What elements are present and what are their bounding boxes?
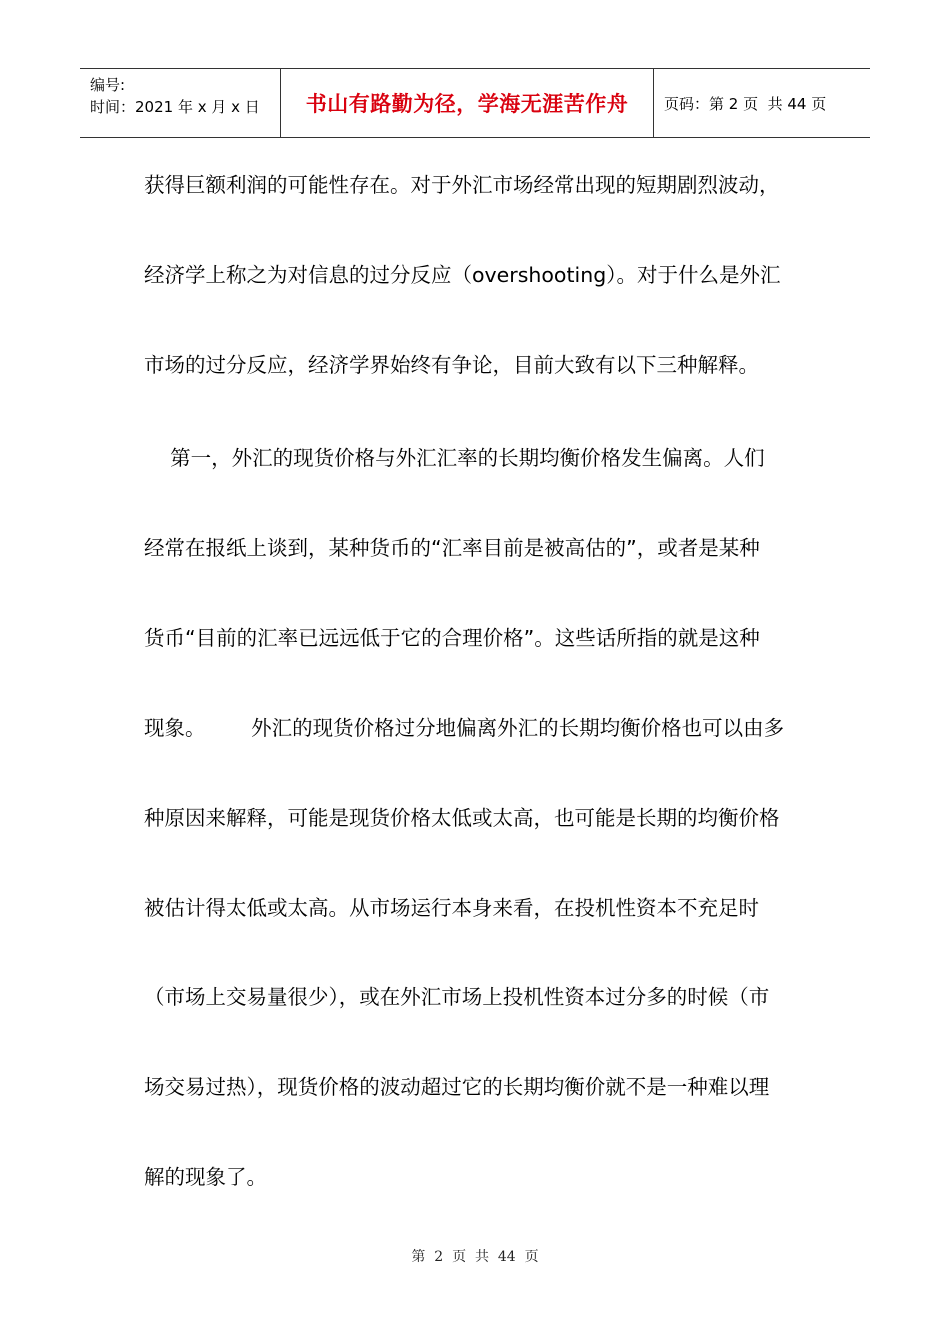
header-page-info: 页码：第 2 页 共 44 页 bbox=[664, 94, 827, 113]
body-line: 经济学上称之为对信息的过分反应（overshooting）。对于什么是外汇 bbox=[144, 263, 781, 287]
body-line: 获得巨额利润的可能性存在。对于外汇市场经常出现的短期剧烈波动， bbox=[144, 173, 780, 197]
body-line: 第一，外汇的现货价格与外汇汇率的长期均衡价格发生偏离。人们 bbox=[144, 446, 765, 470]
page-footer: 第 2 页 共 44 页 bbox=[411, 1249, 539, 1265]
body-line: 场交易过热），现货价格的波动超过它的长期均衡价就不是一种难以理 bbox=[144, 1075, 770, 1099]
date-label: 时间：2021 年 x 月 x 日 bbox=[90, 98, 260, 116]
header-meta-cell bbox=[80, 69, 281, 137]
header-page-cell bbox=[654, 69, 870, 137]
body-line: 现象。 外汇的现货价格过分地偏离外汇的长期均衡价格也可以由多 bbox=[144, 716, 785, 740]
header-motto: 书山有路勤为径，学海无涯苦作舟 bbox=[305, 91, 629, 116]
body-line: （市场上交易量很少），或在外汇市场上投机性资本过分多的时候（市 bbox=[144, 985, 770, 1009]
document-header bbox=[80, 68, 870, 138]
header-motto-cell bbox=[281, 69, 654, 137]
body-line: 市场的过分反应，经济学界始终有争论，目前大致有以下三种解释。 bbox=[144, 353, 759, 377]
body-line: 货币“目前的汇率已远远低于它的合理价格”。这些话所指的就是这种 bbox=[144, 626, 760, 650]
body-line: 种原因来解释，可能是现货价格太低或太高，也可能是长期的均衡价格 bbox=[144, 806, 780, 830]
body-line: 经常在报纸上谈到，某种货币的“汇率目前是被高估的”，或者是某种 bbox=[144, 536, 760, 560]
body-line: 解的现象了。 bbox=[144, 1165, 267, 1189]
body-line: 被估计得太低或太高。从市场运行本身来看，在投机性资本不充足时 bbox=[144, 896, 759, 920]
serial-number-label: 编号: bbox=[90, 76, 126, 94]
